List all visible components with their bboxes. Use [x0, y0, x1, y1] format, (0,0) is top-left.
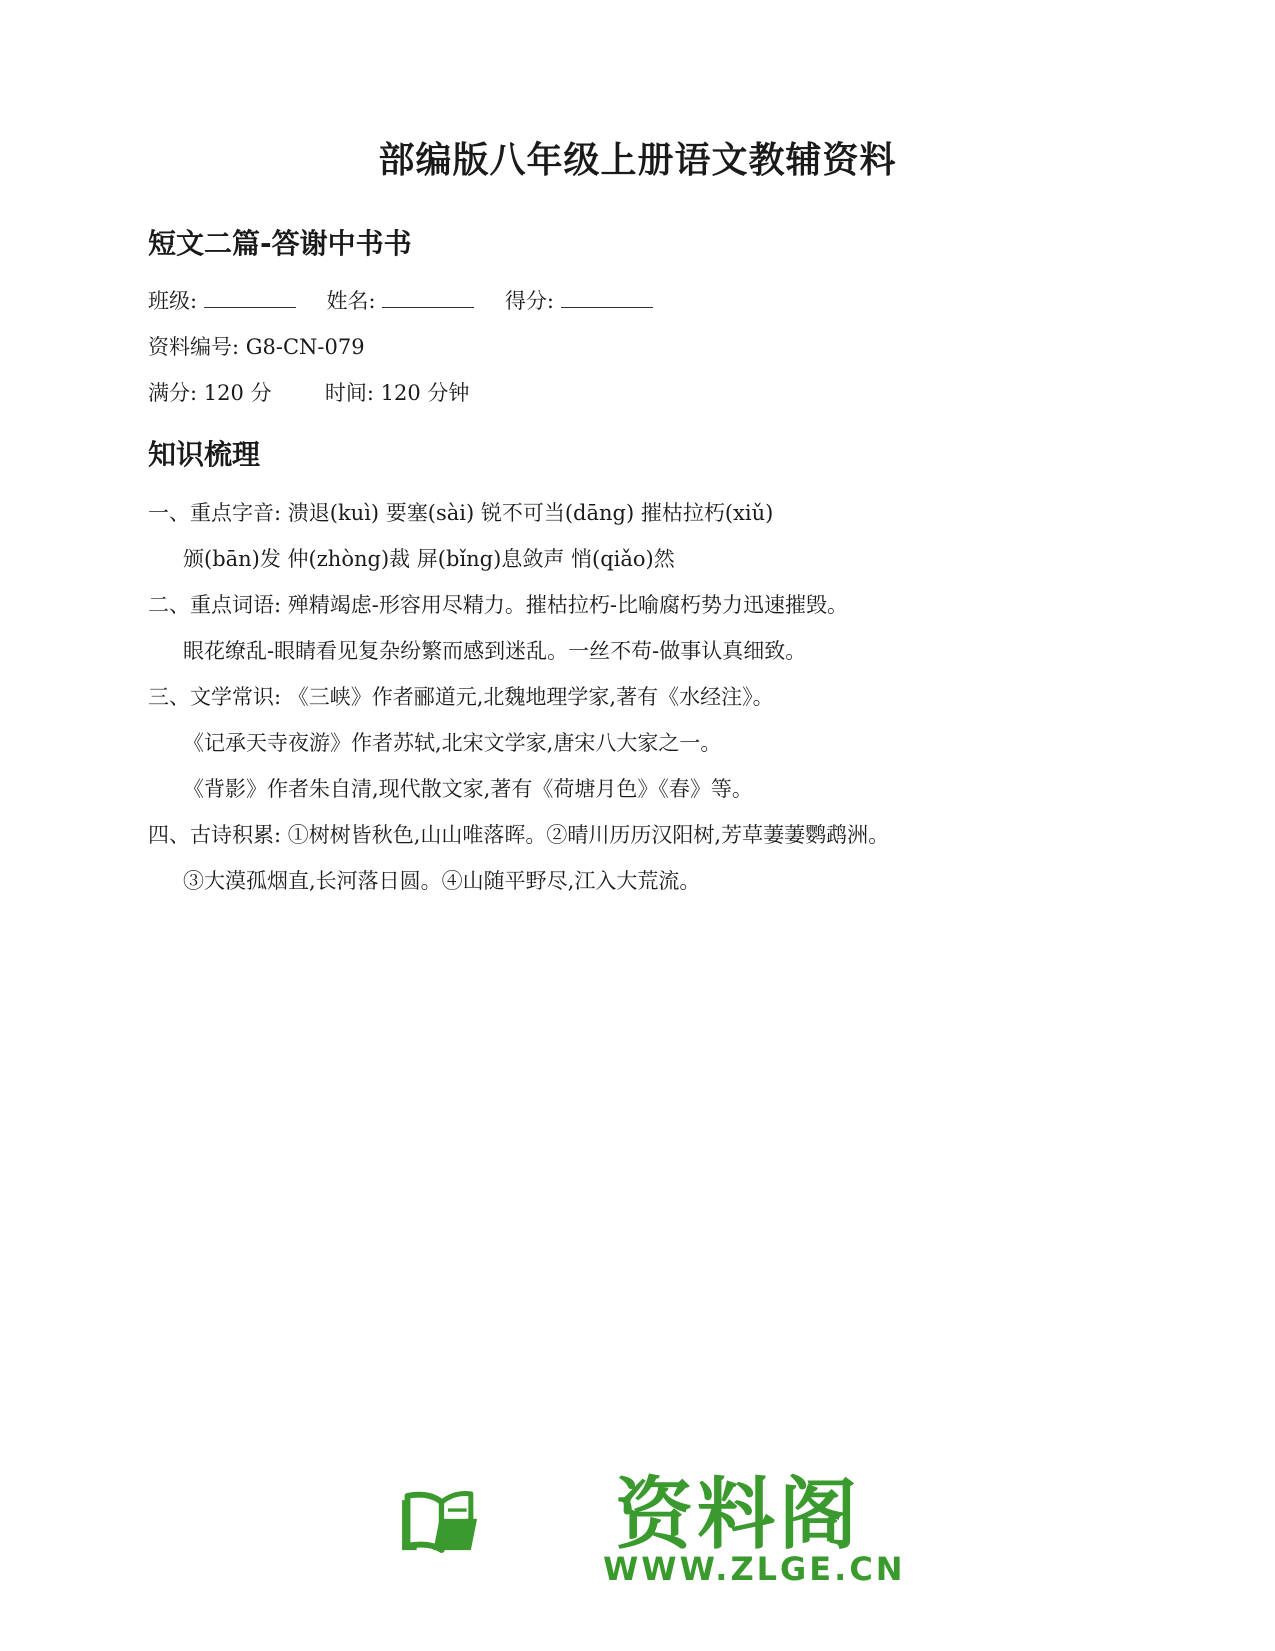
material-code: 资料编号: G8-CN-079: [148, 335, 365, 359]
knowledge-line: 眼花缭乱-眼睛看见复杂纷繁而感到迷乱。一丝不苟-做事认真细致。: [183, 639, 807, 663]
class-blank: [204, 289, 296, 308]
exam-time: 时间: 120 分钟: [324, 381, 470, 405]
lesson-title: 短文二篇-答谢中书书: [148, 227, 412, 260]
knowledge-line: 颁(bān)发 仲(zhòng)裁 屏(bǐng)息敛声 悄(qiǎo)然: [183, 547, 675, 571]
name-blank: [382, 289, 474, 308]
knowledge-line: ③大漠孤烟直,长河落日圆。④山随平野尽,江入大荒流。: [183, 869, 701, 893]
full-score: 满分: 120 分: [148, 381, 272, 405]
score-label: 得分:: [504, 289, 554, 313]
class-label: 班级:: [148, 289, 198, 313]
logo-name: 资料阁: [615, 1470, 862, 1560]
student-info-row: [148, 285, 677, 315]
knowledge-line: 四、古诗积累: ①树树皆秋色,山山唯落晖。②晴川历历汉阳树,芳草萋萋鹦鹉洲。: [148, 823, 890, 847]
score-blank: [561, 289, 653, 308]
exam-meta-row: [148, 377, 469, 407]
knowledge-line: 二、重点词语: 殚精竭虑-形容用尽精力。摧枯拉朽-比喻腐朽势力迅速摧毁。: [148, 593, 848, 617]
page-title: 部编版八年级上册语文教辅资料: [378, 140, 897, 181]
logo-url: WWW.ZLGE.CN: [603, 1550, 906, 1588]
name-label: 姓名:: [326, 289, 376, 313]
knowledge-line: 《记承天寺夜游》作者苏轼,北宋文学家,唐宋八大家之一。: [183, 731, 722, 755]
knowledge-line: 《背影》作者朱自清,现代散文家,著有《荷塘月色》《春》等。: [183, 777, 753, 801]
book-logo-icon: [400, 1448, 600, 1598]
section-heading: 知识梳理: [148, 438, 261, 471]
knowledge-line: 一、重点字音: 溃退(kuì) 要塞(sài) 锐不可当(dāng) 摧枯拉朽(xiǔ): [148, 501, 774, 525]
knowledge-line: 三、文学常识: 《三峡》作者郦道元,北魏地理学家,著有《水经注》。: [148, 685, 774, 709]
